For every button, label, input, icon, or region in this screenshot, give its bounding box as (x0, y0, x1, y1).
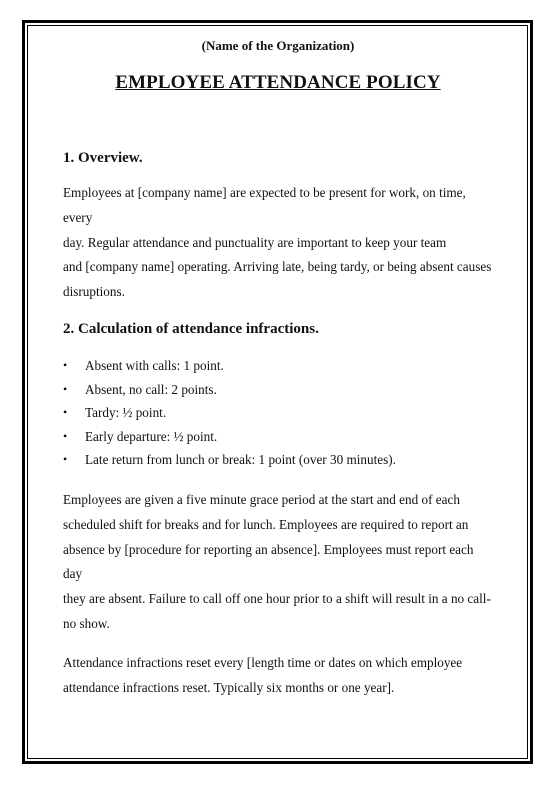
text-line: and [company name] operating. Arriving late, being tardy, or being absent causes (63, 259, 492, 275)
text-line: scheduled shift for breaks and for lunch. Employees are required to report an (63, 516, 469, 532)
text-line: Attendance infractions reset every [length time or dates on which employee (63, 654, 463, 670)
list-item-text: Early departure: ½ point. (85, 428, 218, 444)
section-heading-overview: 1. Overview. (63, 150, 143, 166)
list-item (63, 378, 493, 402)
list-item (63, 448, 493, 472)
list-item (63, 425, 493, 449)
text-line: Employees at [company name] are expected to be present for work, on time, every (63, 185, 466, 225)
grace-period-paragraph (63, 488, 493, 637)
text-line: Employees are given a five minute grace period at the start and end of each (63, 491, 460, 507)
text-line: day. Regular attendance and punctuality are important to keep your team (63, 234, 447, 250)
reset-paragraph (63, 651, 493, 701)
bullet-icon: • (63, 405, 68, 420)
list-item-text: Tardy: ½ point. (85, 405, 167, 421)
bullet-icon: • (63, 428, 68, 443)
bullet-icon: • (63, 357, 68, 372)
list-item (63, 401, 493, 425)
text-line: no show. (63, 615, 110, 631)
document-title: EMPLOYEE ATTENDANCE POLICY (115, 72, 441, 93)
section-heading-calculation: 2. Calculation of attendance infractions. (63, 320, 319, 337)
list-item-text: Absent with calls: 1 point. (85, 357, 224, 373)
text-line: they are absent. Failure to call off one hour prior to a shift will result in a no call- (63, 591, 491, 607)
list-item-text: Absent, no call: 2 points. (85, 381, 217, 397)
overview-paragraph (63, 181, 493, 305)
text-line: disruptions. (63, 284, 125, 300)
bullet-icon: • (63, 381, 68, 396)
list-item (63, 354, 493, 378)
document-body (63, 30, 493, 700)
list-item-text: Late return from lunch or break: 1 point (over 30 minutes). (85, 452, 396, 468)
text-line: absence by [procedure for reporting an absence]. Employees must report each day (63, 541, 474, 582)
organization-name: (Name of the Organization) (201, 38, 355, 53)
infraction-points-list (63, 354, 493, 472)
bullet-icon: • (63, 452, 68, 467)
text-line: attendance infractions reset. Typically six months or one year]. (63, 679, 395, 695)
